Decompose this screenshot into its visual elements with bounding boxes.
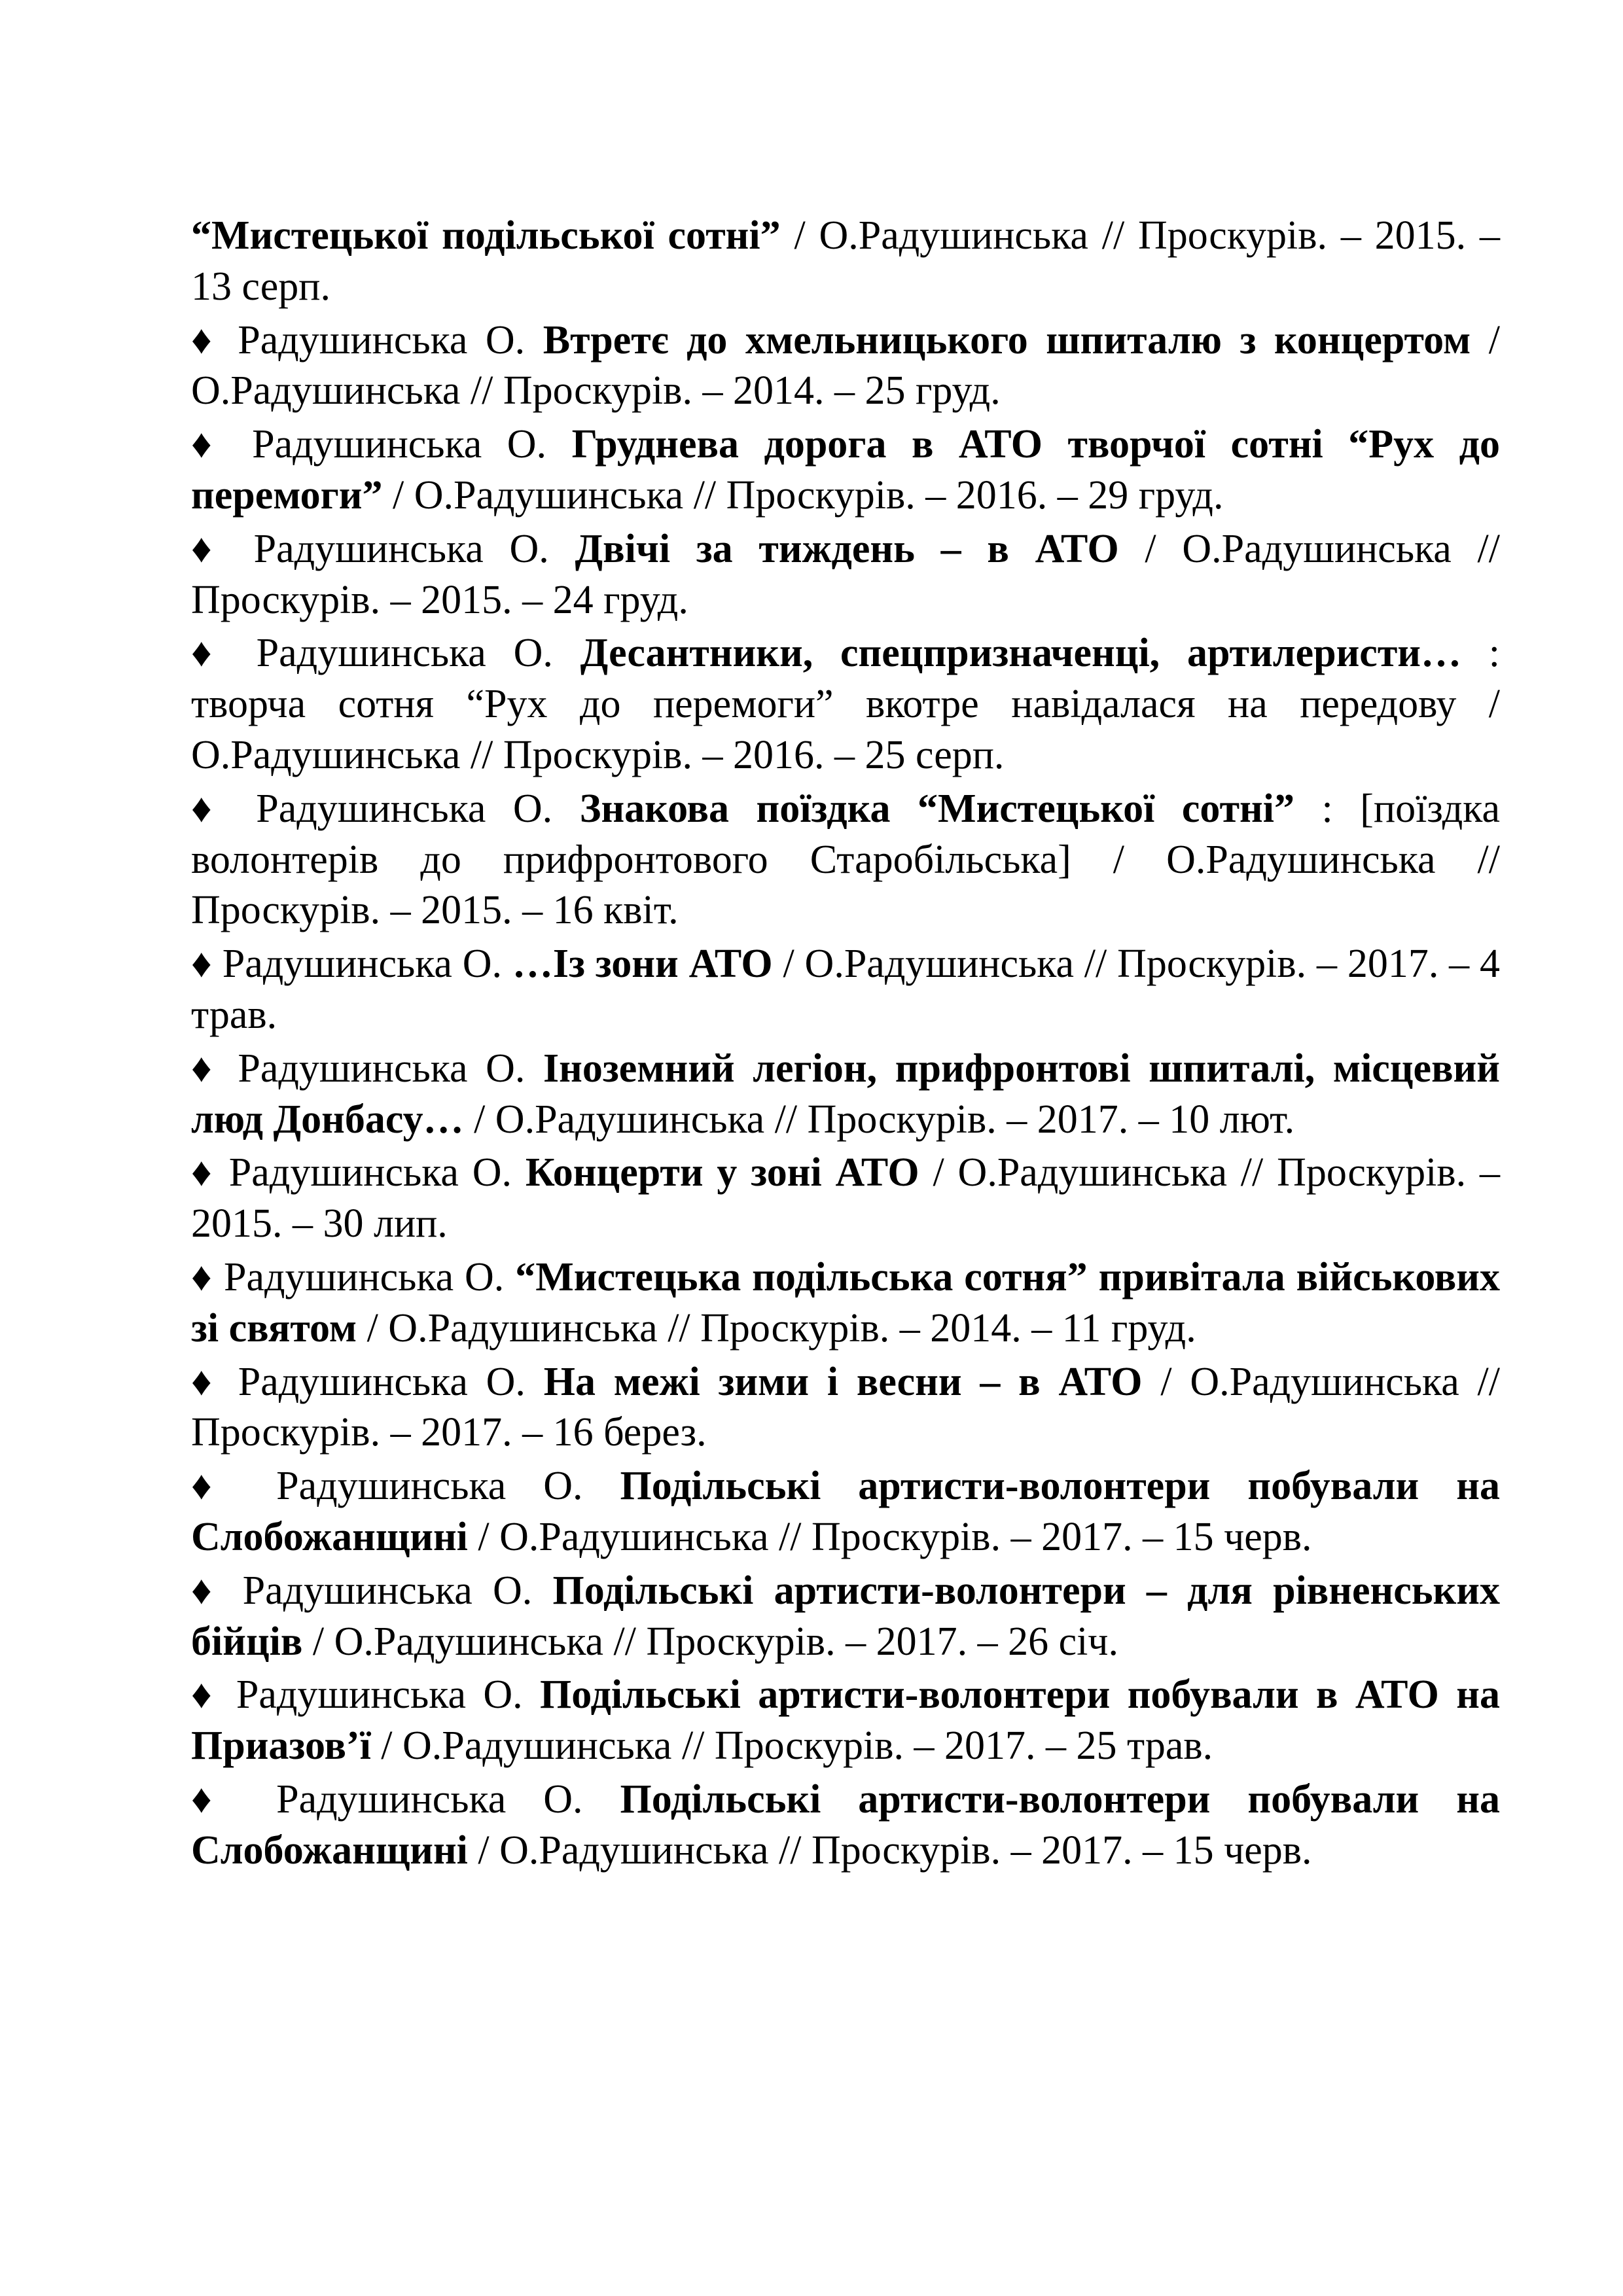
bibliography-entry [191,419,1500,521]
entry-source: / О.Радушинська // Проскурів. – 2017. – 4 трав. [191,942,1500,1037]
bibliography-entry [191,315,1500,417]
entry-title: “Мистецька подільська сотня” привітала військових зі святом [191,1254,1500,1351]
entry-lead: ♦ Радушинська О. [191,1046,543,1091]
entry-title: Іноземний легіон, прифронтові шпиталі, місцевий люд Донбасу… [191,1046,1500,1142]
entry-title: “Мистецької подільської сотні” [191,213,781,258]
entry-title: Знакова поїздка “Мистецької сотні” [579,786,1294,831]
entry-title: Двічі за тиждень – в АТО [575,526,1119,571]
entry-lead: ♦ Радушинська О. [191,631,580,676]
bibliography-entry [191,1252,1500,1354]
entry-title: На межі зими і весни – в АТО [543,1359,1143,1404]
bibliography-entry [191,1461,1500,1563]
bibliography-entry [191,1044,1500,1146]
entry-source: / О.Радушинська // Проскурів. – 2017. – 15 черв. [467,1514,1312,1559]
entry-lead: ♦ Радушинська О. [191,942,512,987]
entry-source: / О.Радушинська // Проскурів. – 2017. – 25 трав. [370,1723,1213,1769]
entry-source: : [поїздка волонтерів до прифронтового Старобільська] / О.Радушинська // Проскурів. – 2015. – 16 квіт. [191,786,1500,933]
entry-lead: ♦ Радушинська О. [191,1254,516,1299]
bibliography-entry [191,628,1500,781]
entry-lead: ♦ Радушинська О. [191,1359,544,1404]
entry-title: Десантники, спецпризначенці, артилеристи… [580,631,1461,676]
bibliography-entry [191,1148,1500,1250]
bibliography-entry [191,1357,1500,1459]
bibliography-list [191,211,1500,1879]
entry-lead: ♦ Радушинська О. [191,1672,541,1718]
entry-title: Подільські артисти-волонтери побували в АТО на Приазов’ї [191,1672,1500,1769]
entry-title: Подільські артисти-волонтери побували на Слобожанщині [191,1776,1500,1873]
bibliography-entry [191,1670,1500,1772]
entry-lead: ♦ Радушинська О. [191,1776,620,1822]
entry-source: / О.Радушинська // Проскурів. – 2017. – 15 черв. [467,1828,1312,1873]
entry-source: / О.Радушинська // Проскурів. – 2015. – 13 серп. [191,213,1500,309]
entry-lead: ♦ Радушинська О. [191,1464,620,1509]
entry-title: Подільські артисти-волонтери побували на Слобожанщині [191,1464,1500,1559]
entry-lead: ♦ Радушинська О. [191,317,543,362]
entry-lead: ♦ Радушинська О. [191,1568,553,1613]
entry-source: / О.Радушинська // Проскурів. – 2014. – 25 груд. [191,317,1500,414]
entry-title: Концерти у зоні АТО [525,1150,919,1195]
bibliography-entry [191,939,1500,1041]
entry-source: / О.Радушинська // Проскурів. – 2014. – 11 груд. [357,1305,1196,1351]
entry-source: / О.Радушинська // Проскурів. – 2017. – 26 січ. [302,1619,1118,1664]
entry-source: : творча сотня “Рух до перемоги” вкотре навідалася на передову / О.Радушинська // Проскурів. – 2016. – 25 серп. [191,631,1500,777]
entry-lead: ♦ Радушинська О. [191,526,575,571]
bibliography-entry [191,1775,1500,1877]
entry-title: …Із зони АТО [512,942,773,987]
entry-source: / О.Радушинська // Проскурів. – 2015. – 24 груд. [191,526,1500,622]
entry-lead: ♦ Радушинська О. [191,1150,526,1195]
entry-source: / О.Радушинська // Проскурів. – 2015. – 30 лип. [191,1150,1500,1246]
entry-title: Подільські артисти-волонтери – для рівненських бійців [191,1568,1500,1664]
entry-source: / О.Радушинська // Проскурів. – 2017. – 10 лют. [463,1097,1295,1142]
entry-title: Втретє до хмельницького шпиталю з концертом [543,317,1471,362]
bibliography-entry [191,211,1500,313]
entry-title: Груднева дорога в АТО творчої сотні “Рух до перемоги” [191,422,1500,518]
bibliography-entry [191,1566,1500,1668]
bibliography-entry [191,784,1500,936]
entry-source: / О.Радушинська // Проскурів. – 2016. – 29 груд. [382,472,1224,518]
entry-source: / О.Радушинська // Проскурів. – 2017. – 16 берез. [191,1359,1500,1455]
entry-lead: ♦ Радушинська О. [191,422,572,467]
entry-lead: ♦ Радушинська О. [191,786,580,831]
bibliography-entry [191,524,1500,626]
